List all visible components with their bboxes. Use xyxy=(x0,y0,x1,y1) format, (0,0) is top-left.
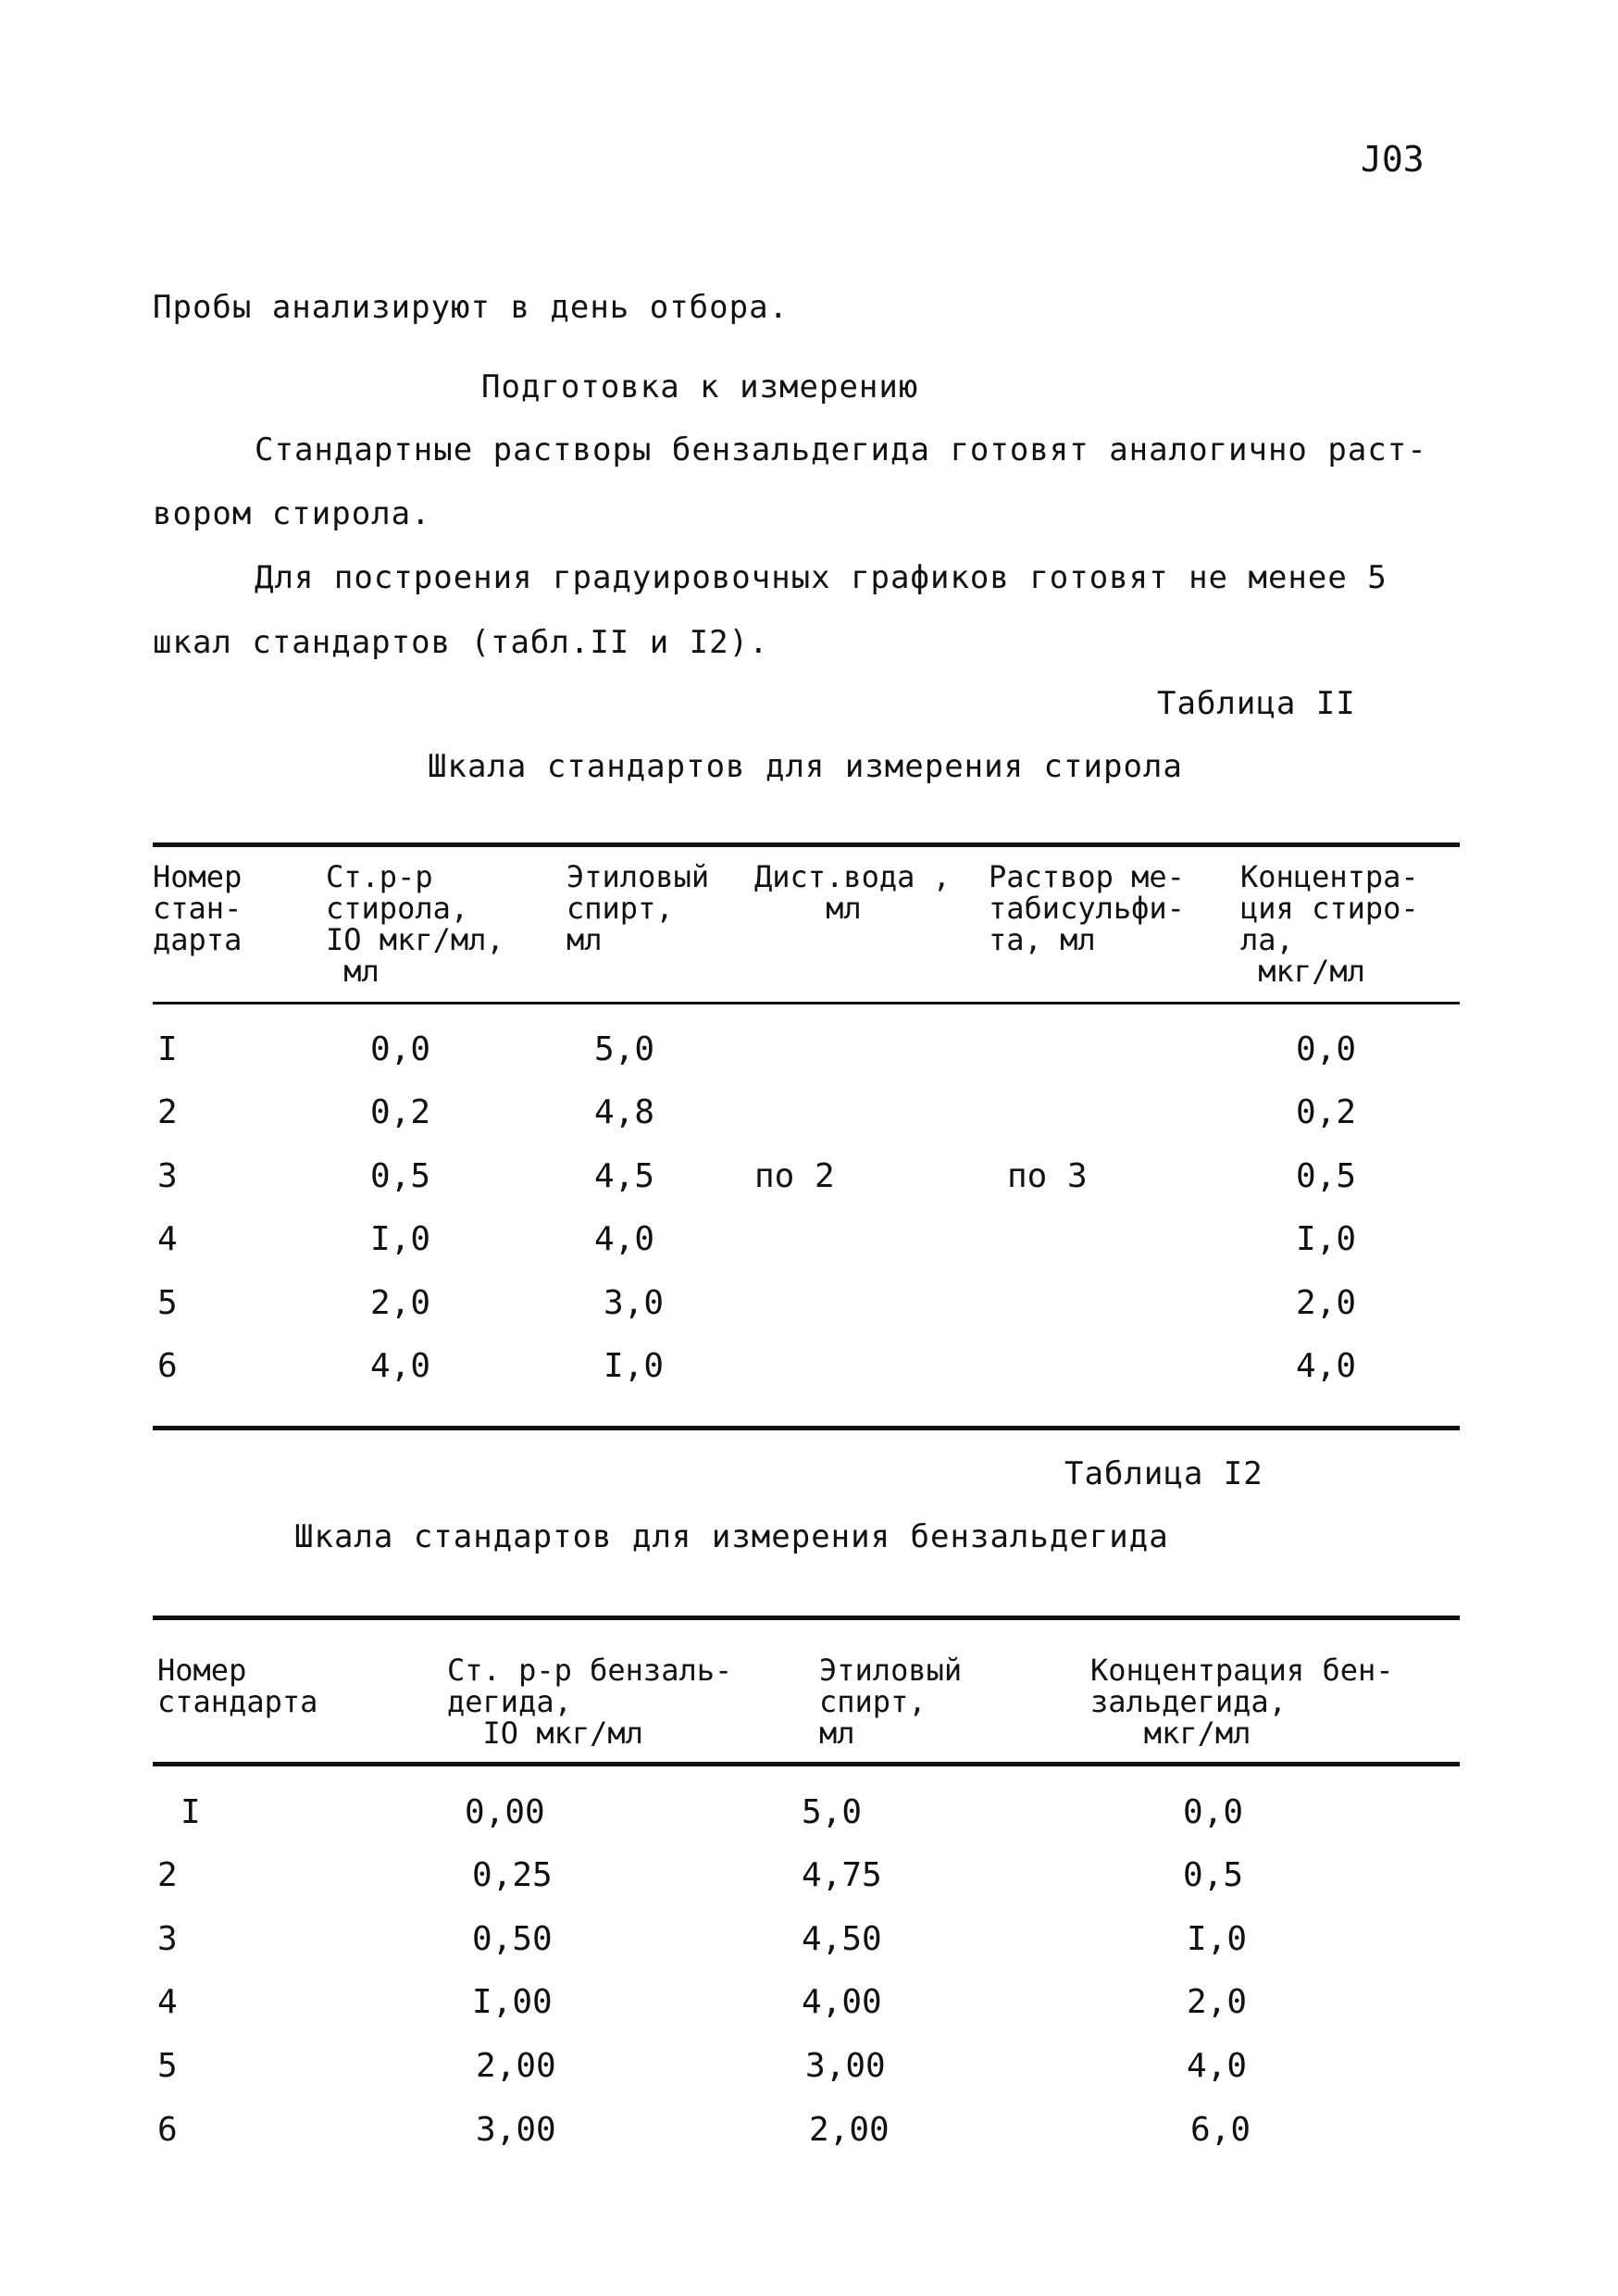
table-11-cell: 2,0 xyxy=(370,1284,431,1322)
table-11-bottom-rule xyxy=(153,1426,1460,1430)
table-11-cell: 0,0 xyxy=(1296,1030,1357,1068)
table-12-title: Шкала стандартов для измерения бензальдегида xyxy=(294,1518,1169,1555)
table-11-cell: 5,0 xyxy=(594,1030,655,1068)
table-11-cell: 4,0 xyxy=(370,1347,431,1385)
table-12-header-benzaldehyde-solution: Ст. р-р бензаль- дегида, IO мкг/мл xyxy=(447,1653,733,1751)
table-11-cell: 4,0 xyxy=(1296,1347,1357,1385)
table-12-cell: 2,0 xyxy=(1187,1983,1248,2021)
table-11-metabisulfite-merged: по 3 xyxy=(1007,1157,1088,1195)
table-12-header-ethanol: Этиловый спирт, мл xyxy=(819,1653,963,1751)
table-12-cell: 4,50 xyxy=(802,1920,882,1958)
paragraph-2-line-2: шкал стандартов (табл.II и I2). xyxy=(153,624,769,661)
table-11-cell: 0,5 xyxy=(1296,1157,1357,1195)
table-12-cell: 4 xyxy=(157,1983,178,2021)
table-11-water-merged: по 2 xyxy=(754,1157,835,1195)
table-11-cell: 0,5 xyxy=(370,1157,431,1195)
table-12-header-rule xyxy=(153,1762,1460,1766)
table-11-cell: 0,2 xyxy=(370,1093,431,1131)
table-12-cell: 4,0 xyxy=(1187,2047,1248,2085)
table-12-label: Таблица I2 xyxy=(1064,1455,1263,1492)
table-12-cell: 5,0 xyxy=(802,1793,863,1831)
table-11-cell: 2 xyxy=(157,1093,178,1131)
table-11-cell: 4,0 xyxy=(594,1220,655,1258)
table-11-cell: I,0 xyxy=(370,1220,431,1258)
page-number: J03 xyxy=(1361,139,1425,180)
table-11-header-styrene-solution: Ст.р-р стирола, IO мкг/мл, мл xyxy=(326,859,504,989)
table-11-cell: 3 xyxy=(157,1157,178,1195)
table-11-header-rule xyxy=(153,1002,1460,1004)
table-11-cell: 4,5 xyxy=(594,1157,655,1195)
table-12-header-number: Номер стандарта xyxy=(157,1653,318,1719)
table-11-cell: 6 xyxy=(157,1347,178,1385)
table-11-header-metabisulfite: Раствор ме- табисульфи- та, мл xyxy=(989,859,1185,957)
table-12-cell: 6 xyxy=(157,2111,178,2149)
table-12-cell: 2 xyxy=(157,1856,178,1894)
table-12-cell: 4,75 xyxy=(802,1856,882,1894)
table-12-cell: 0,00 xyxy=(465,1793,545,1831)
table-11-header-ethanol: Этиловый спирт, мл xyxy=(566,859,710,957)
table-11-cell: I,0 xyxy=(604,1347,665,1385)
section-heading: Подготовка к измерению xyxy=(481,368,919,406)
table-11-cell: 3,0 xyxy=(604,1284,665,1322)
table-11-header-concentration: Концентра- ция стиро- ла, мкг/мл xyxy=(1240,859,1419,989)
table-11-header-number: Номер стан- дарта xyxy=(153,859,243,957)
table-12-cell: 0,50 xyxy=(472,1920,553,1958)
table-12-cell: 3 xyxy=(157,1920,178,1958)
paragraph-2-line-1: Для построения градуировочных графиков готовят не менее 5 xyxy=(255,559,1388,596)
table-12-cell: I xyxy=(180,1793,201,1831)
table-12-cell: 4,00 xyxy=(802,1983,882,2021)
table-11-cell: 4 xyxy=(157,1220,178,1258)
table-11-cell: 2,0 xyxy=(1296,1284,1357,1322)
table-11-header-water: Дист.вода , мл xyxy=(754,859,951,926)
table-12-cell: 6,0 xyxy=(1190,2111,1251,2149)
table-12-cell: 3,00 xyxy=(476,2111,556,2149)
table-12-cell: I,00 xyxy=(472,1983,553,2021)
table-11-cell: 0,2 xyxy=(1296,1093,1357,1131)
table-12-cell: 0,0 xyxy=(1183,1793,1244,1831)
table-11-cell: I xyxy=(157,1030,178,1068)
table-12-cell: 3,00 xyxy=(805,2047,886,2085)
paragraph-1-line-1: Стандартные растворы бензальдегида готовят аналогично раст- xyxy=(255,431,1427,468)
paragraph-1-line-2: вором стирола. xyxy=(153,495,431,532)
intro-line: Пробы анализируют в день отбора. xyxy=(153,289,790,326)
table-11-title: Шкала стандартов для измерения стирола xyxy=(428,748,1183,785)
table-11-label: Таблица II xyxy=(1157,685,1356,722)
table-12-cell: 2,00 xyxy=(476,2047,556,2085)
table-12-cell: I,0 xyxy=(1187,1920,1248,1958)
table-11-top-rule xyxy=(153,842,1460,847)
table-11-cell: I,0 xyxy=(1296,1220,1357,1258)
table-12-cell: 5 xyxy=(157,2047,178,2085)
table-12-top-rule xyxy=(153,1616,1460,1620)
table-12-cell: 0,25 xyxy=(472,1856,553,1894)
table-12-cell: 0,5 xyxy=(1183,1856,1244,1894)
table-12-header-concentration: Концентрация бен- зальдегида, мкг/мл xyxy=(1090,1653,1394,1751)
table-11-cell: 0,0 xyxy=(370,1030,431,1068)
table-11-cell: 4,8 xyxy=(594,1093,655,1131)
table-11-cell: 5 xyxy=(157,1284,178,1322)
table-12-cell: 2,00 xyxy=(809,2111,890,2149)
